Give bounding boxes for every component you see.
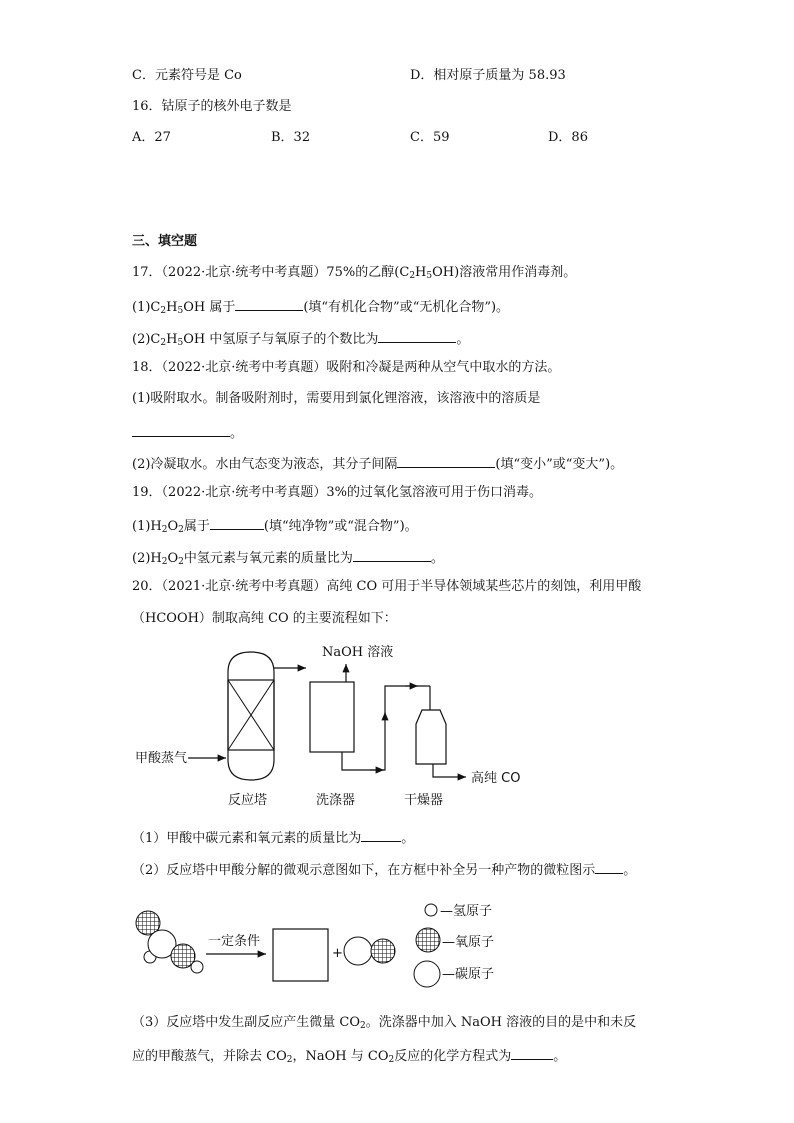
label-dryer: 干燥器 bbox=[404, 793, 444, 808]
answer-blank[interactable] bbox=[397, 453, 495, 468]
q18-part1-answer: 。 bbox=[132, 422, 243, 443]
answer-box[interactable] bbox=[273, 929, 328, 981]
q18-part2: (2)冷凝取水。水由气态变为液态，其分子间隔 (填“变小”或“变大”)。 bbox=[132, 453, 623, 474]
answer-blank[interactable] bbox=[595, 859, 623, 874]
q15-option-d: D．相对原子质量为 58.93 bbox=[410, 68, 566, 83]
label-naoh: NaOH 溶液 bbox=[322, 645, 394, 660]
co-molecule bbox=[344, 937, 395, 965]
q17-stem: 17．（2022·北京·统考中考真题）75%的乙醇$(C_2H_5OH)$溶液常用作消毒剂。 bbox=[132, 265, 577, 281]
answer-blank[interactable] bbox=[511, 1045, 553, 1060]
q16-option-a: A．27 bbox=[132, 130, 171, 145]
pipe-washer-to-dryer bbox=[342, 686, 426, 770]
legend-carbon-icon bbox=[414, 961, 440, 987]
q16-option-c: C．59 bbox=[410, 130, 450, 145]
answer-blank[interactable] bbox=[235, 296, 303, 311]
label-product: 高纯 CO bbox=[471, 771, 521, 786]
answer-blank[interactable] bbox=[353, 547, 431, 562]
hydrogen-atom bbox=[191, 961, 203, 973]
q19-part1: $(1)H_2O_2$属于 (填“纯净物”或“混合物”)。 bbox=[132, 515, 418, 536]
answer-blank[interactable] bbox=[210, 515, 264, 530]
dryer bbox=[416, 710, 446, 764]
plus-sign: + bbox=[332, 946, 343, 961]
q20-stem-line2: （HCOOH）制取高纯 CO 的主要流程如下： bbox=[132, 611, 397, 626]
answer-blank[interactable] bbox=[132, 422, 230, 437]
formic-acid-molecule bbox=[136, 911, 203, 973]
q18-stem: 18．（2022·北京·统考中考真题）吸附和冷凝是两种从空气中取水的方法。 bbox=[132, 360, 561, 375]
answer-blank[interactable] bbox=[361, 827, 401, 842]
q20-part3-line2: 应的甲酸蒸气，并除去 $CO_2$，NaOH 与 $CO_2$反应的化学方程式为 。 bbox=[132, 1045, 566, 1066]
section-title: 三、填空题 bbox=[132, 234, 198, 249]
reactor-tower bbox=[228, 652, 274, 780]
q20-part2: （2）反应塔中甲酸分解的微观示意图如下，在方框中补全另一种产物的微粒图示 。 bbox=[132, 859, 636, 880]
q16-option-d: D．86 bbox=[548, 130, 588, 145]
washer bbox=[310, 682, 354, 752]
process-flow-diagram bbox=[130, 640, 550, 815]
legend-hydrogen-label: —氢原子 bbox=[440, 904, 493, 919]
label-acid-vapor: 甲酸蒸气 bbox=[135, 751, 188, 766]
q20-part1: （1）甲酸中碳元素和氧元素的质量比为 。 bbox=[132, 827, 414, 848]
q16-option-b: B．32 bbox=[271, 130, 311, 145]
label-reactor: 反应塔 bbox=[228, 793, 268, 808]
q17-part1: $(1)C_2H_5OH$ 属于 (填“有机化合物”或“无机化合物”)。 bbox=[132, 296, 509, 317]
q16-stem: 16．钴原子的核外电子数是 bbox=[132, 99, 292, 114]
q15-option-c: C．元素符号是 Co bbox=[132, 68, 242, 83]
legend-oxygen-icon bbox=[416, 928, 440, 952]
micro-reaction-diagram bbox=[126, 893, 526, 993]
legend-oxygen-label: —氧原子 bbox=[442, 935, 495, 950]
q18-part1: (1)吸附取水。制备吸附剂时，需要用到氯化锂溶液，该溶液中的溶质是 bbox=[132, 391, 541, 406]
reaction-condition: 一定条件 bbox=[208, 934, 261, 949]
legend bbox=[414, 904, 494, 987]
q17-part2: $(2)C_2H_5OH$ 中氢原子与氧原子的个数比为 。 bbox=[132, 328, 469, 349]
carbon-atom bbox=[344, 937, 372, 965]
answer-blank[interactable] bbox=[378, 328, 456, 343]
q20-stem-line1: 20．（2021·北京·统考中考真题）高纯 CO 可用于半导体领域某些芯片的刻蚀，利用甲酸 bbox=[132, 579, 642, 594]
q20-part3-line1: （3）反应塔中发生副反应产生微量 $CO_2$。洗涤器中加入 NaOH 溶液的目的是中和未反 bbox=[132, 1015, 637, 1031]
legend-carbon-label: —碳原子 bbox=[442, 967, 495, 982]
q19-part2: $(2)H_2O_2$中氢元素与氧元素的质量比为 。 bbox=[132, 547, 444, 568]
label-washer: 洗涤器 bbox=[316, 793, 356, 808]
q19-stem: 19．（2022·北京·统考中考真题）3%的过氧化氢溶液可用于伤口消毒。 bbox=[132, 485, 543, 500]
outlet-arrow bbox=[433, 764, 466, 777]
oxygen-atom bbox=[371, 939, 395, 963]
legend-hydrogen-icon bbox=[425, 904, 437, 916]
